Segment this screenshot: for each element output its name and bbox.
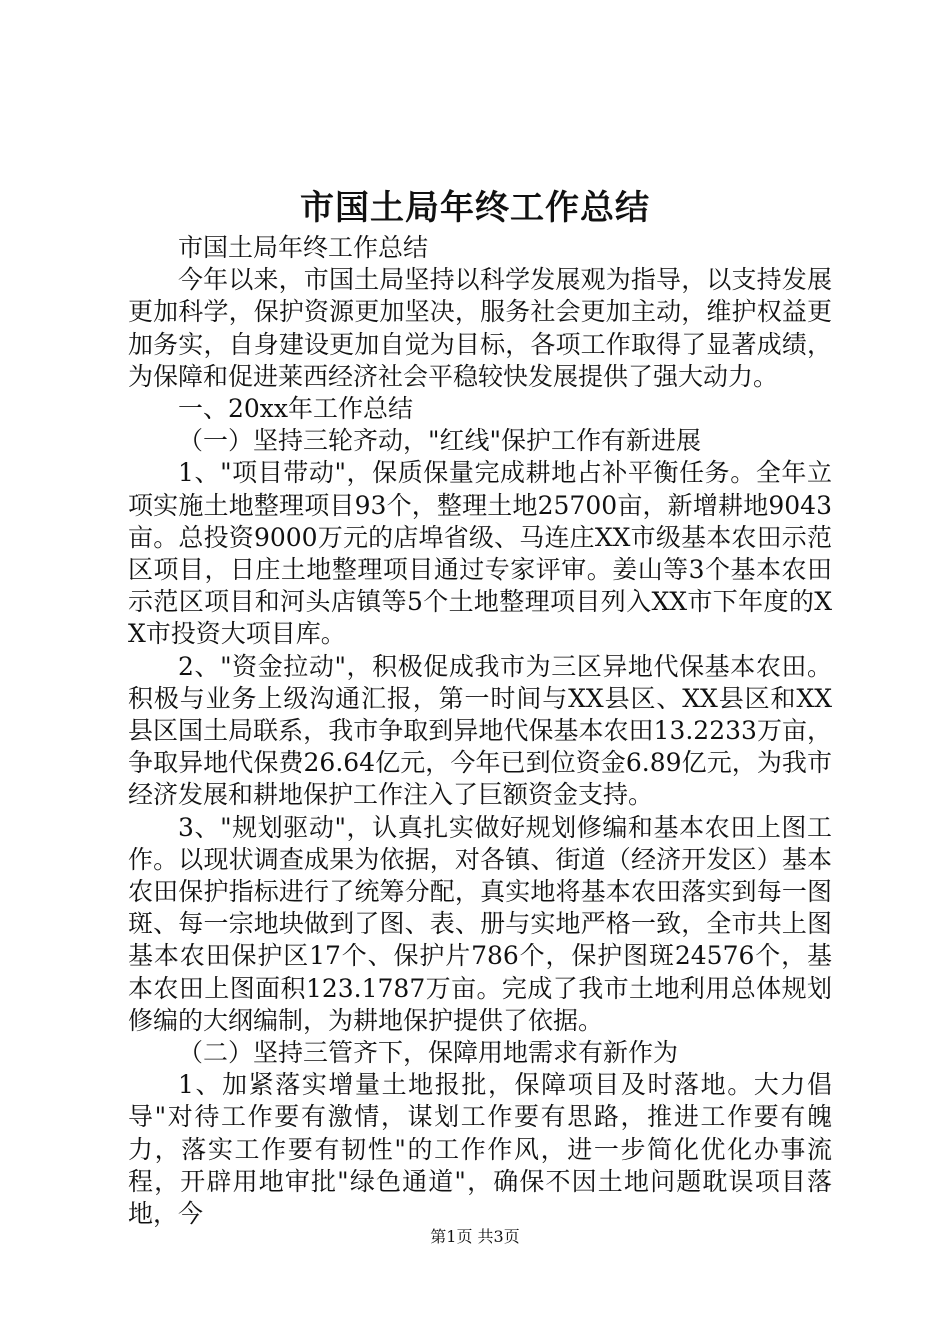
page-number-footer: 第1页 共3页 bbox=[430, 1227, 520, 1246]
section-heading-1: 一、20xx年工作总结 bbox=[178, 394, 414, 424]
paragraph-item-4: 1、加紧落实增量土地报批，保障项目及时落地。大力倡导"对待工作要有激情，谋划工作要有思路，推进工作要有魄力，落实工作要有韧性"的工作作风，进一步简化优化办事流程，开辟用地审批"绿色通道"，确保不因土地问题耽误项目落地，今 bbox=[128, 1070, 832, 1229]
document-title: 市国土局年终工作总结 bbox=[300, 188, 650, 228]
paragraph-heading: 市国土局年终工作总结 bbox=[178, 233, 429, 262]
paragraph-item-1: 1、"项目带动"，保质保量完成耕地占补平衡任务。全年立项实施土地整理项目93个，整理土地25700亩，新增耕地9043亩。总投资9000万元的店埠省级、马连庄XX市级基本农田示范区项目，日庄土地整理项目通过专家评审。姜山等3个基本农田示范区项目和河头店镇等5个土地整理项目列入XX市下年度的XX市投资大项目库。 bbox=[128, 458, 832, 649]
paragraph-intro: 今年以来，市国土局坚持以科学发展观为指导，以支持发展更加科学，保护资源更加坚决，服务社会更加主动，维护权益更加务实，自身建设更加自觉为目标，各项工作取得了显著成绩，为保障和促进莱西经济社会平稳较快发展提供了强大动力。 bbox=[128, 265, 832, 391]
subsection-heading-2: （二）坚持三管齐下，保障用地需求有新作为 bbox=[178, 1038, 679, 1068]
paragraph-item-2: 2、"资金拉动"，积极促成我市为三区异地代保基本农田。积极与业务上级沟通汇报，第一时间与XX县区、XX县区和XX县区国土局联系，我市争取到异地代保基本农田13.2233万亩，争取异地代保费26.64亿元，今年已到位资金6.89亿元，为我市经济发展和耕地保护工作注入了巨额资金支持。 bbox=[128, 651, 832, 810]
subsection-heading-1: （一）坚持三轮齐动，"红线"保护工作有新进展 bbox=[178, 426, 701, 456]
paragraph-item-3: 3、"规划驱动"，认真扎实做好规划修编和基本农田上图工作。以现状调查成果为依据，对各镇、街道（经济开发区）基本农田保护指标进行了统筹分配，真实地将基本农田落实到每一图斑、每一宗地块做到了图、表、册与实地严格一致，全市共上图基本农田保护区17个、保护片786个，保护图斑24576个，基本农田上图面积123.1787万亩。完成了我市土地利用总体规划修编的大纲编制，为耕地保护提供了依据。 bbox=[128, 812, 832, 1035]
document-body bbox=[128, 232, 832, 1230]
